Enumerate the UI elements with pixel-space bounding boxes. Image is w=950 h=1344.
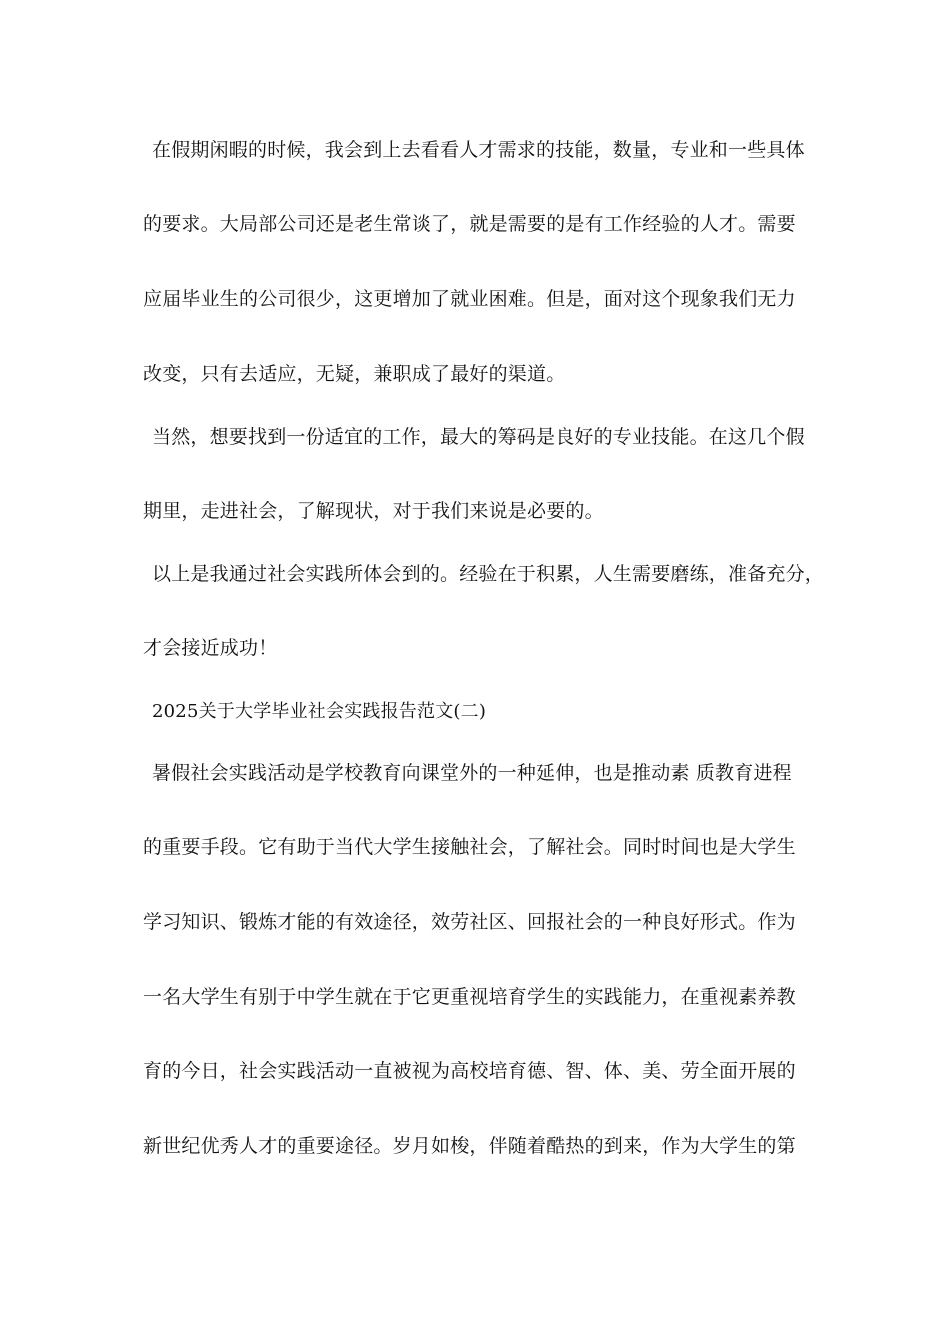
paragraph-1-line-2: 的要求。大局部公司还是老生常谈了，就是需要的是有工作经验的人才。需要 (143, 213, 796, 235)
paragraph-4-line-4: 一名大学生有别于中学生就在于它更重视培育学生的实践能力，在重视素养教 (143, 986, 796, 1008)
paragraph-4-line-1: 暑假社会实践活动是学校教育向课堂外的一种延伸，也是推动素 质教育进程 (152, 762, 792, 784)
paragraph-2-line-2: 期里，走进社会，了解现状，对于我们来说是必要的。 (143, 500, 604, 522)
paragraph-4-line-2: 的重要手段。它有助于当代大学生接触社会，了解社会。同时时间也是大学生 (143, 836, 796, 858)
paragraph-4-line-3: 学习知识、锻炼才能的有效途径，效劳社区、回报社会的一种良好形式。作为 (143, 911, 796, 933)
paragraph-3-line-2: 才会接近成功！ (143, 637, 278, 659)
paragraph-2-line-1: 当然，想要找到一份适宜的工作，最大的筹码是良好的专业技能。在这几个假 (152, 426, 805, 448)
paragraph-1-line-3: 应届毕业生的公司很少，这更增加了就业困难。但是，面对这个现象我们无力 (143, 288, 796, 310)
section-heading: 2025关于大学毕业社会实践报告范文(二) (152, 701, 487, 722)
paragraph-4-line-6: 新世纪优秀人才的重要途径。岁月如梭，伴随着酷热的到来，作为大学生的第 (143, 1135, 796, 1157)
paragraph-3-line-1: 以上是我通过社会实践所体会到的。经验在于积累，人生需要磨练，准备充分， (152, 563, 825, 585)
paragraph-4-line-5: 育的今日，社会实践活动一直被视为高校培育德、智、体、美、劳全面开展的 (143, 1060, 796, 1082)
paragraph-1-line-4: 改变，只有去适应，无疑，兼职成了最好的渠道。 (143, 363, 566, 385)
paragraph-1-line-1: 在假期闲暇的时候，我会到上去看看人才需求的技能，数量，专业和一些具体 (152, 139, 805, 161)
